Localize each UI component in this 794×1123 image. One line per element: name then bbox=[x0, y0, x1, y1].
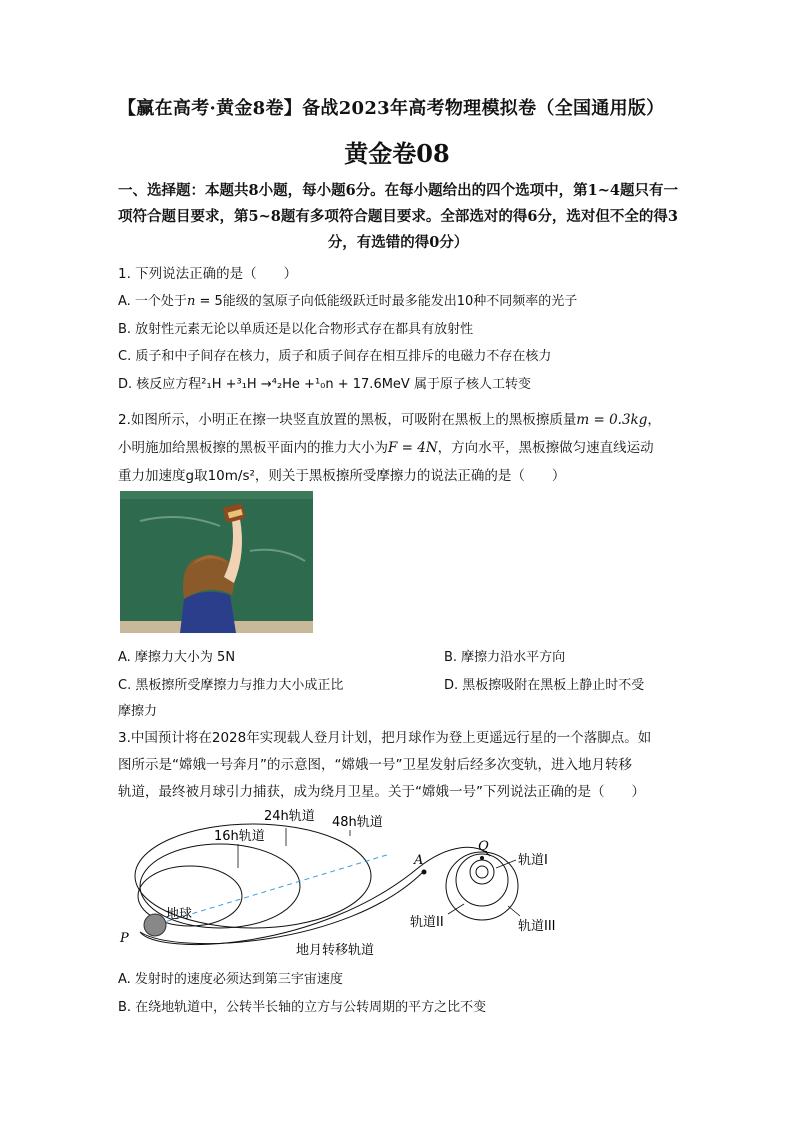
chang-e-orbit-diagram bbox=[118, 806, 578, 962]
exam-subtitle: 黄金卷08 bbox=[344, 139, 450, 168]
q2-comma: ， bbox=[647, 412, 661, 428]
q3-line-1: 3.中国预计将在2028年实现载人登月计划，把月球作为登上更遥远行星的一个落脚点。如 bbox=[118, 730, 652, 746]
q2-line-1-text: 2.如图所示，小明正在擦一块竖直放置的黑板，可吸附在黑板上的黑板擦质量 bbox=[118, 412, 577, 428]
label-orbit-i: 轨道I bbox=[518, 853, 548, 868]
q1-option-d bbox=[118, 373, 531, 392]
q2-line-2-tail: ，方向水平，黑板擦做匀速直线运动 bbox=[437, 440, 654, 456]
label-16h: 16h轨道 bbox=[214, 829, 265, 844]
section-line-2: 项符合题目要求，第5~8题有多项符合题目要求。全部选对的得6分，选对但不全的得3 bbox=[118, 208, 679, 225]
label-q: Q bbox=[478, 839, 489, 854]
q1-option-c: C. 质子和中子间存在核力，质子和质子间存在相互排斥的电磁力不存在核力 bbox=[118, 349, 552, 364]
earth bbox=[144, 914, 166, 936]
blackboard-illustration bbox=[120, 491, 313, 633]
q3-option-a: A. 发射时的速度必须达到第三宇宙速度 bbox=[118, 972, 343, 987]
orbit-ii bbox=[456, 854, 508, 906]
label-transfer: 地月转移轨道 bbox=[296, 943, 375, 958]
point-a-dot bbox=[422, 870, 427, 875]
q1-stem: 1. 下列说法正确的是（ ） bbox=[118, 266, 298, 282]
q1-a-var: n bbox=[186, 294, 196, 309]
q3-line-3: 轨道，最终被月球引力捕获，成为绕月卫星。关于“嫦娥一号”下列说法正确的是（ ） bbox=[118, 784, 645, 800]
label-48h: 48h轨道 bbox=[332, 815, 383, 830]
q2-option-b: B. 摩擦力沿水平方向 bbox=[444, 650, 566, 665]
label-earth: 地球 bbox=[166, 907, 193, 922]
section-line-3: 分，有选错的得0分） bbox=[327, 234, 469, 251]
q1-a-pre: A. 一个处于 bbox=[118, 294, 187, 309]
q2-option-d: D. 黑板擦吸附在黑板上静止时不受 bbox=[444, 678, 645, 693]
q1-option-a bbox=[118, 290, 577, 309]
q1-d-equation: ²₁H +³₁H →⁴₂He +¹₀n + 17.6MeV bbox=[201, 377, 410, 392]
section-instructions bbox=[118, 178, 678, 256]
section-line-1: 一、选择题：本题共8小题，每小题6分。在每小题给出的四个选项中，第1~4题只有一 bbox=[118, 182, 679, 199]
exam-header-title: 【赢在高考·黄金8卷】备战2023年高考物理模拟卷（全国通用版） bbox=[118, 98, 665, 119]
q1-option-b: B. 放射性元素无论以单质还是以化合物形式存在都具有放射性 bbox=[118, 322, 474, 337]
q2-line-3: 重力加速度g取10m/s²，则关于黑板擦所受摩擦力的说法正确的是（ ） bbox=[118, 468, 566, 484]
q2-option-a: A. 摩擦力大小为 5N bbox=[118, 650, 236, 665]
q2-option-c: C. 黑板擦所受摩擦力与推力大小成正比 bbox=[118, 678, 344, 693]
label-24h: 24h轨道 bbox=[264, 809, 315, 824]
moon bbox=[476, 866, 488, 878]
orbit-24h bbox=[140, 844, 300, 928]
q3-line-2: 图所示是“嫦娥一号奔月”的示意图，“嫦娥一号”卫星发射后经多次变轨，进入地月转移 bbox=[118, 757, 632, 773]
q1-d-pre: D. 核反应方程 bbox=[118, 377, 202, 392]
q2-line-1 bbox=[118, 408, 661, 428]
q3-option-b: B. 在绕地轨道中，公转半长轴的立方与公转周期的平方之比不变 bbox=[118, 1000, 487, 1015]
q2-line-2 bbox=[118, 436, 654, 456]
q2-option-d-continued: 摩擦力 bbox=[118, 704, 158, 719]
label-p: P bbox=[120, 931, 129, 946]
point-q-dot bbox=[480, 856, 484, 860]
q2-line-2-text: 小明施加给黑板擦的黑板平面内的推力大小为 bbox=[118, 440, 388, 456]
q2-mass: m = 0.3kg bbox=[576, 412, 648, 428]
q2-force: F = 4N bbox=[388, 440, 438, 456]
label-orbit-ii: 轨道II bbox=[410, 915, 444, 930]
label-orbit-iii: 轨道III bbox=[518, 919, 556, 934]
label-a: A bbox=[414, 853, 424, 868]
q1-d-post: 属于原子核人工转变 bbox=[409, 377, 531, 392]
q1-a-post: = 5能级的氢原子向低能级跃迁时最多能发出10种不同频率的光子 bbox=[195, 294, 578, 309]
